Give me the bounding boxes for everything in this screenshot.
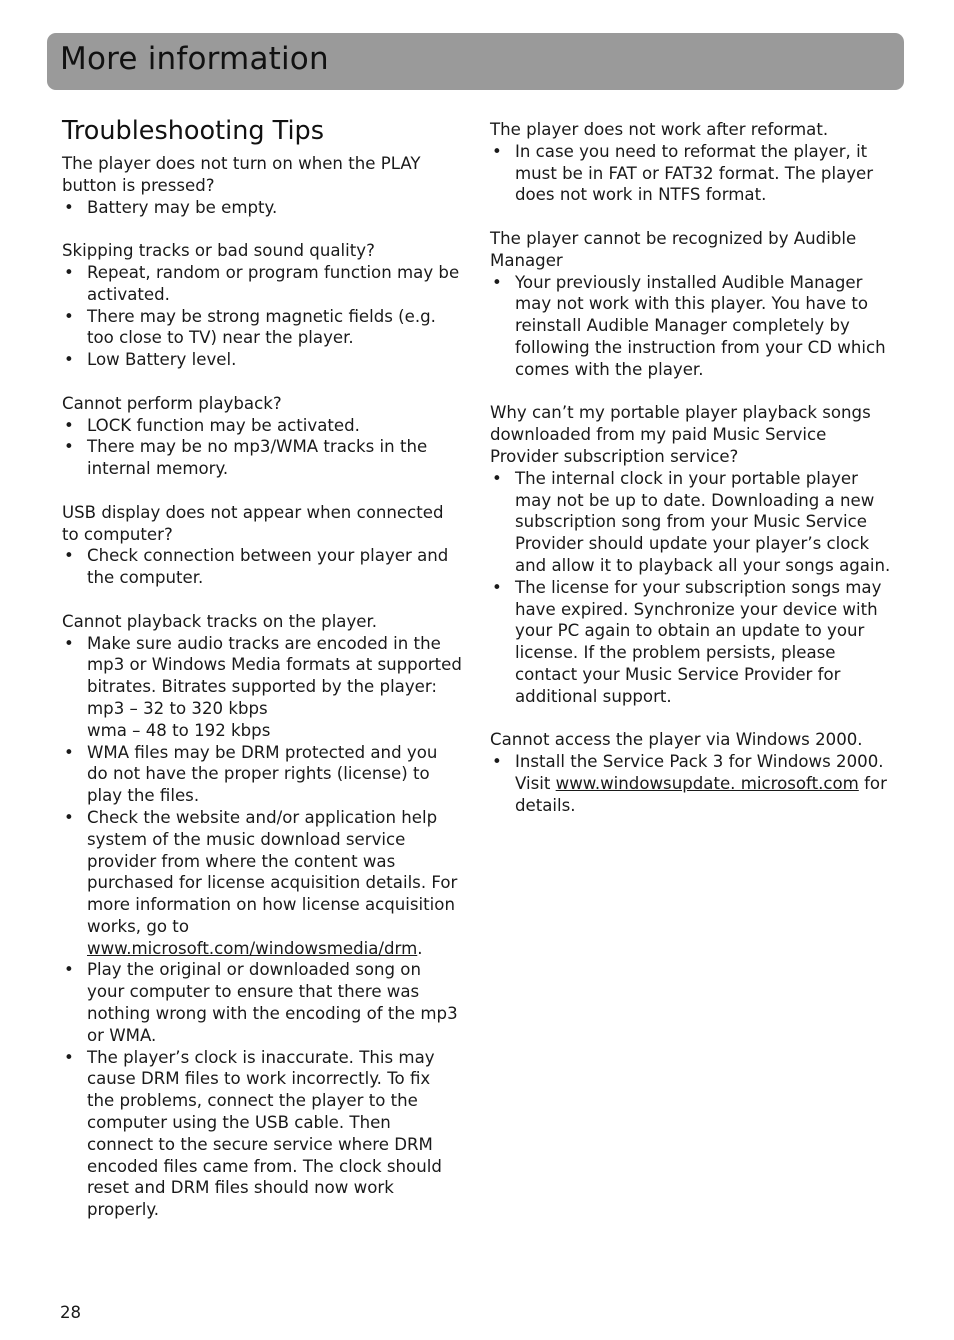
question-reformat: The player does not work after reformat. xyxy=(490,120,829,139)
list-item-text: Install the Service Pack 3 for Windows 2000. Visit xyxy=(515,752,884,793)
list-item: • Your previously installed Audible Manager may not work with this player. You have to reinstall Audible Manager completely by following the instruction from your CD which comes with the player. xyxy=(490,272,895,381)
page-title: More information xyxy=(60,41,329,77)
page-number: 28 xyxy=(60,1303,82,1322)
list-item: • Low Battery level. xyxy=(62,349,462,371)
list-item xyxy=(62,807,462,960)
list-item: • There may be strong magnetic fields (e.g. too close to TV) near the player. xyxy=(62,306,462,350)
question-subscription-playback: Why can’t my portable player playback songs downloaded from my paid Music Service Provider subscription service? xyxy=(490,403,871,466)
answer-list xyxy=(62,197,462,219)
list-item: • Repeat, random or program function may be activated. xyxy=(62,262,462,306)
answer-list xyxy=(62,415,462,480)
list-item xyxy=(490,751,895,816)
list-item: • There may be no mp3/WMA tracks in the internal memory. xyxy=(62,436,462,480)
question-skipping-tracks: Skipping tracks or bad sound quality? xyxy=(62,241,375,261)
list-item: • The player’s clock is inaccurate. This may cause DRM files to work incorrectly. To fix the problems, connect the player to the computer using the USB cable. Then connect to the secure service where DRM encoded files came from. The clock should reset and DRM files should now work properly. xyxy=(62,1047,462,1221)
list-item: • Check connection between your player and the computer. xyxy=(62,545,462,589)
left-column xyxy=(62,114,462,1221)
bitrate-wma: wma – 48 to 192 kbps xyxy=(87,720,271,740)
list-item: • The internal clock in your portable player may not be up to date. Downloading a new subscription song from your Music Service Provider should update your player’s clock and allow it to playback all your songs again. xyxy=(490,468,895,577)
answer-list xyxy=(490,272,895,381)
answer-list xyxy=(490,751,895,816)
question-usb-display: USB display does not appear when connected to computer? xyxy=(62,502,444,544)
drm-link[interactable]: www.microsoft.com/windowsmedia/drm xyxy=(87,938,418,958)
answer-list xyxy=(62,545,462,589)
list-item-text-end: for details. xyxy=(515,773,887,815)
list-item: • LOCK function may be activated. xyxy=(62,415,462,437)
list-item-text-end: . xyxy=(417,938,423,958)
answer-list xyxy=(62,262,462,371)
question-cannot-playback-tracks: Cannot playback tracks on the player. xyxy=(62,611,378,631)
question-audible-manager: The player cannot be recognized by Audible Manager xyxy=(490,228,857,270)
list-item-text: Make sure audio tracks are encoded in the mp3 or Windows Media formats at supported bitrates. Bitrates supported by the player: xyxy=(87,633,462,697)
list-item xyxy=(62,633,462,742)
bitrate-mp3: mp3 – 32 to 320 kbps xyxy=(87,698,268,718)
answer-list xyxy=(490,468,895,708)
answer-list xyxy=(62,633,462,1222)
list-item: • The license for your subscription songs may have expired. Synchronize your device with your PC again to obtain an update to your license. If the problem persists, please contact your Music Service Provider for additional support. xyxy=(490,577,895,708)
right-column xyxy=(490,119,895,817)
list-item: • Play the original or downloaded song on your computer to ensure that there was nothing wrong with the encoding of the mp3 or WMA. xyxy=(62,959,462,1046)
answer-list xyxy=(490,141,895,206)
header-bar xyxy=(47,33,904,90)
list-item: • Battery may be empty. xyxy=(62,197,462,219)
section-heading: Troubleshooting Tips xyxy=(62,116,325,146)
list-item-text: Check the website and/or application help system of the music download service provider from where the content was purchased for license acquisition details. For more information on how license acquisition works, go to xyxy=(87,807,458,936)
list-item: • WMA files may be DRM protected and you do not have the proper rights (license) to play the files. xyxy=(62,742,462,807)
question-player-not-turn-on: The player does not turn on when the PLAY button is pressed? xyxy=(62,154,421,195)
question-cannot-playback: Cannot perform playback? xyxy=(62,393,282,413)
windowsupdate-link[interactable]: www.windowsupdate. microsoft.com xyxy=(555,773,859,793)
list-item: • In case you need to reformat the player, it must be in FAT or FAT32 format. The player does not work in NTFS format. xyxy=(490,141,895,206)
question-windows-2000: Cannot access the player via Windows 2000. xyxy=(490,730,863,750)
